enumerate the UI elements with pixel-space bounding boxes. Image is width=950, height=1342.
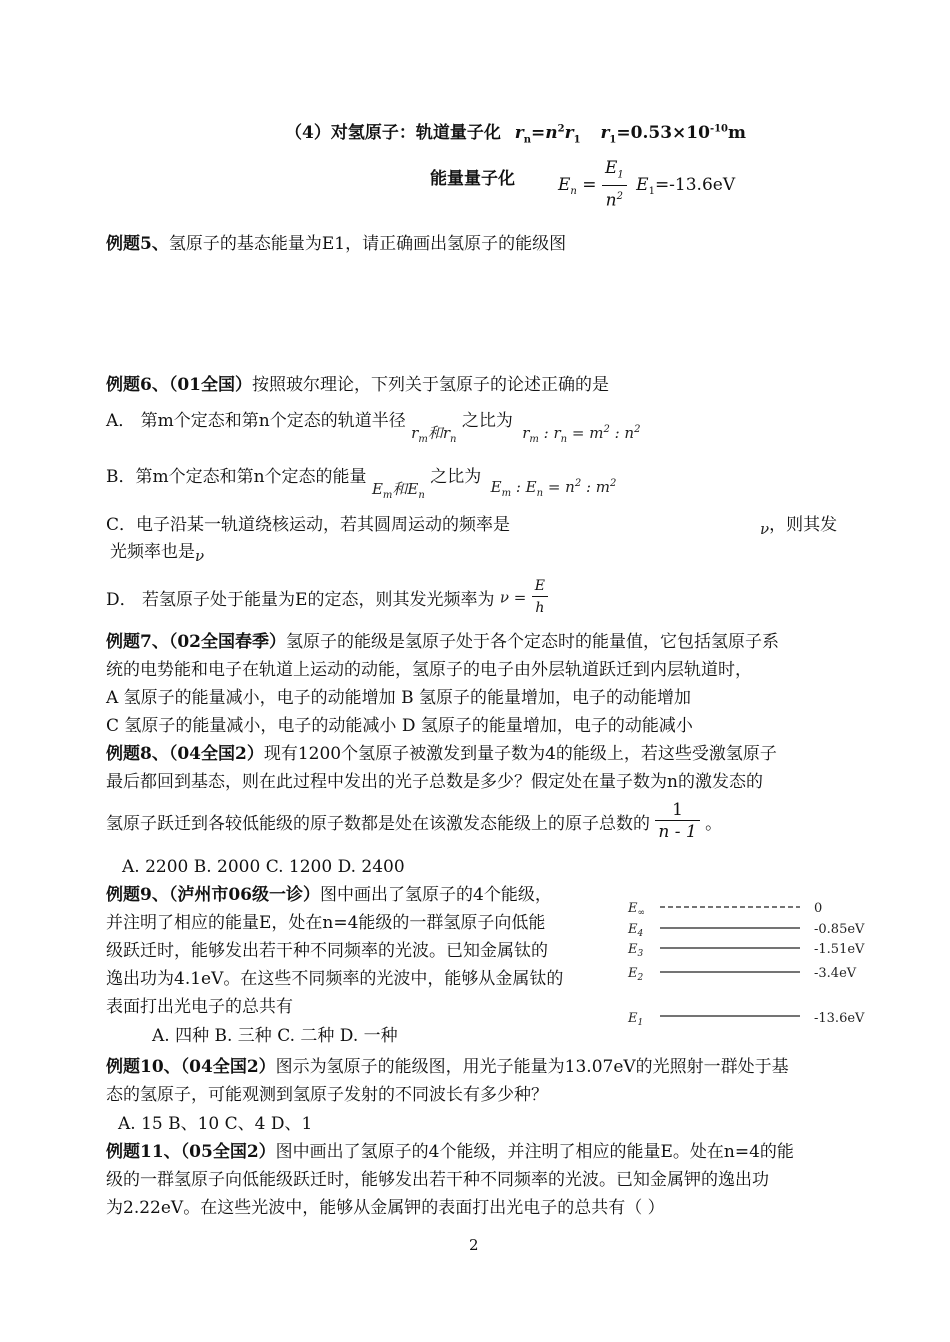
example-6-option-c-line2: 光频率也是ν [110,542,205,565]
example-7-line1: 例题7、（02全国春季）氢原子的能级是氢原子处于各个定态时的能量值，它包括氢原子系 [106,632,779,652]
example-8-line2: 最后都回到基态，则在此过程中发出的光子总数是多少？假定处在量子数为n的激发态的 [106,772,763,792]
energy-level-diagram [622,895,872,1035]
example-5: 例题5、氢原子的基态能量为E1，请正确画出氢原子的能级图 [106,234,567,254]
example-6-option-a: A． 第m个定态和第n个定态的轨道半径 $r_m$和$r_n$ 之比为 $r_m$ : $r_n = m^2$ : $n^2$ [106,411,641,445]
example-9-line1: 例题9、（泸州市06级一诊）图中画出了氢原子的4个能级， [106,885,552,905]
level-value-1: -13.6eV [814,1011,865,1026]
page-number: 2 [469,1236,479,1254]
example-8-options: A. 2200 B. 2000 C. 1200 D. 2400 [122,857,405,877]
level-label-inf: $E_\infty$ [628,901,645,918]
example-9-line4: 逸出功为4.1eV。在这些不同频率的光波中，能够从金属钛的 [106,969,564,989]
level-value-4: -0.85eV [814,922,865,937]
example-11-line2: 级的一群氢原子向低能级跃迁时，能够发出若干种不同频率的光波。已知金属钾的逸出功 [106,1170,769,1190]
level-label-2: $E_2$ [628,966,644,983]
level-label-3: $E_3$ [628,942,644,959]
example-11-line3: 为2.22eV。在这些光波中，能够从金属钾的表面打出光电子的总共有（ ） [106,1198,665,1218]
level-value-inf: 0 [814,901,823,916]
example-6-question: 例题6、（01全国）按照玻尔理论，下列关于氢原子的论述正确的是 [106,375,609,395]
level-label-1: $E_1$ [628,1011,644,1028]
example-9-line2: 并注明了相应的能量E，处在n=4能级的一群氢原子向低能 [106,913,546,933]
example-9-line5: 表面打出光电子的总共有 [106,997,293,1017]
example-6-option-c-line1: C．电子沿某一轨道绕核运动，若其圆周运动的频率是 [106,515,511,535]
example-7-line2: 统的电势能和电子在轨道上运动的动能，氢原子的电子由外层轨道跃迁到内层轨道时， [106,660,752,680]
level-value-2: -3.4eV [814,966,857,981]
level-value-3: -1.51eV [814,942,865,957]
level-label-4: $E_4$ [628,922,644,939]
example-8-line3: 氢原子跃迁到各较低能级的原子数都是处在该激发态能级上的原子总数的 $\frac{1}{n - 1}$ 。 [106,800,723,842]
example-10-line2: 态的氢原子，可能观测到氢原子发射的不同波长有多少种？ [106,1085,548,1105]
example-6-option-b: B．第m个定态和第n个定态的能量 $E_m$和$E_n$ 之比为 $E_m$ : $E_n = n^2$ : $m^2$ [106,467,617,501]
energy-quantization-label: 能量量子化 [430,169,515,189]
example-6-option-d: D． 若氢原子处于能量为E的定态，则其发光频率为 ν = $\frac{E}{h}$ [106,576,548,619]
energy-formula: $E_n$ = $\frac{E_1}{n^2}$ $E_1=-13.6eV$ [558,158,736,212]
example-7-options-1: A 氢原子的能量减小，电子的动能增加 B 氢原子的能量增加，电子的动能增加 [106,688,691,708]
example-10-options: A. 15 B、10 C、4 D、1 [118,1114,313,1134]
example-9-line3: 级跃迁时，能够发出若干种不同频率的光波。已知金属钛的 [106,941,548,961]
example-8-line1: 例题8、（04全国2）现有1200个氢原子被激发到量子数为4的能级上，若这些受激氢原子 [106,744,777,764]
example-7-options-2: C 氢原子的能量减小，电子的动能减小 D 氢原子的能量增加，电子的动能减小 [106,716,693,736]
hydrogen-orbit-line: （4）对氢原子：轨道量子化 $r_n=n^2r_1$ $r_1=0.53\times 10^{-10}m$ [285,123,747,146]
example-11-line1: 例题11、（05全国2）图中画出了氢原子的4个能级，并注明了相应的能量E。处在n=4的能 [106,1142,794,1162]
example-6-option-c-end: ν，则其发 [760,515,838,538]
example-9-options: A. 四种 B. 三种 C. 二种 D. 一种 [152,1026,398,1046]
example-10-line1: 例题10、（04全国2）图示为氢原子的能级图，用光子能量为13.07eV的光照射一群处于基 [106,1057,789,1077]
